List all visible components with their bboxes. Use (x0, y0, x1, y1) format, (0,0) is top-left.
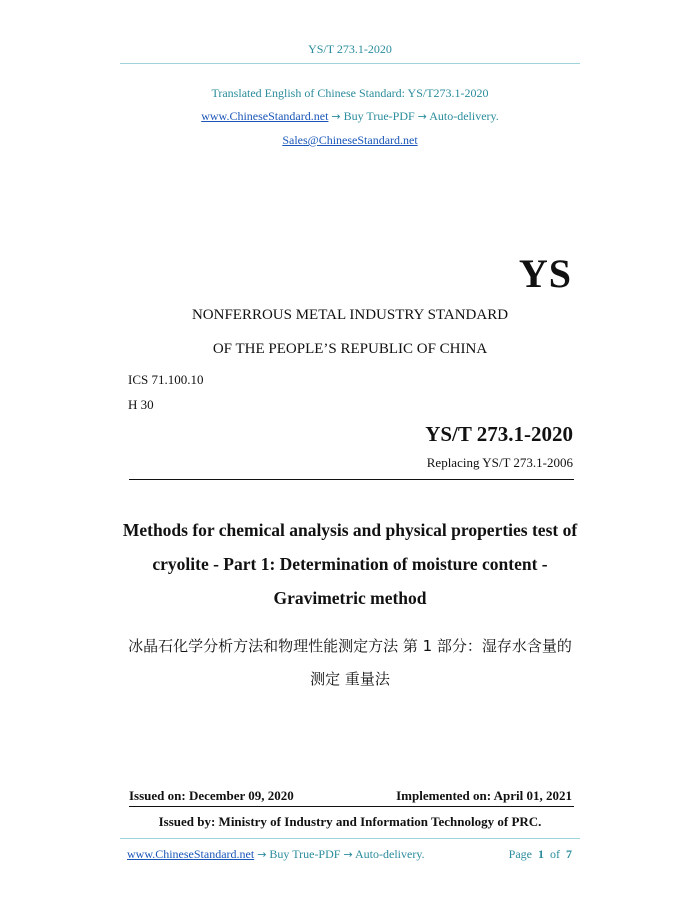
title-line-3: Gravimetric method (273, 588, 427, 608)
standard-code: YS/T 273.1-2020 (425, 422, 573, 446)
email-line (0, 133, 700, 148)
page-indicator (509, 847, 572, 862)
translation-note: Translated English of Chinese Standard: YS/T273.1-2020 (211, 86, 489, 100)
buy-text: Buy True-PDF (343, 109, 415, 123)
buy-line (0, 109, 700, 124)
delivery-text: Auto-delivery. (429, 109, 499, 123)
footer-rule (120, 838, 580, 839)
page-label: Page (508, 847, 532, 861)
ys-logo: YS (518, 251, 572, 296)
standard-name-line1: NONFERROUS METAL INDUSTRY STANDARD (191, 307, 509, 323)
of-label: of (550, 847, 560, 861)
date-divider (129, 806, 574, 807)
page-total: 7 (566, 847, 572, 861)
arrow-right-icon: → (331, 110, 341, 123)
issued-date: Issued on: December 09, 2020 (129, 788, 294, 803)
footer-delivery-text: Auto-delivery. (355, 847, 425, 861)
chinese-title-line-2: 测定 重量法 (310, 670, 390, 688)
title-divider (129, 479, 574, 480)
title-line-2: cryolite - Part 1: Determination of moisture content - (152, 554, 548, 574)
page-current: 1 (538, 847, 544, 861)
chinese-title-line-1: 冰晶石化学分析方法和物理性能测定方法 第 1 部分：湿存水含量的 (128, 637, 572, 655)
title-line-1: Methods for chemical analysis and physical properties test of (122, 520, 578, 540)
footer-buy-text: Buy True-PDF (269, 847, 341, 861)
issuing-authority: Issued by: Ministry of Industry and Information Technology of PRC. (158, 814, 542, 829)
replacing-note: Replacing YS/T 273.1-2006 (426, 455, 573, 470)
ics-code: ICS 71.100.10 (128, 372, 204, 387)
email-link[interactable]: Sales@ChineseStandard.net (282, 133, 418, 147)
site-link[interactable]: www.ChineseStandard.net (201, 109, 329, 123)
footer-buy-line (127, 847, 425, 862)
standard-name-line2: OF THE PEOPLE’S REPUBLIC OF CHINA (212, 341, 488, 357)
classification-code: H 30 (128, 397, 154, 412)
arrow-right-icon: → (343, 848, 353, 861)
running-header: YS/T 273.1-2020 (308, 42, 392, 56)
header-rule (120, 63, 580, 64)
arrow-right-icon: → (257, 848, 267, 861)
arrow-right-icon: → (417, 110, 427, 123)
footer-site-link[interactable]: www.ChineseStandard.net (127, 847, 255, 861)
implemented-date: Implemented on: April 01, 2021 (396, 788, 572, 803)
